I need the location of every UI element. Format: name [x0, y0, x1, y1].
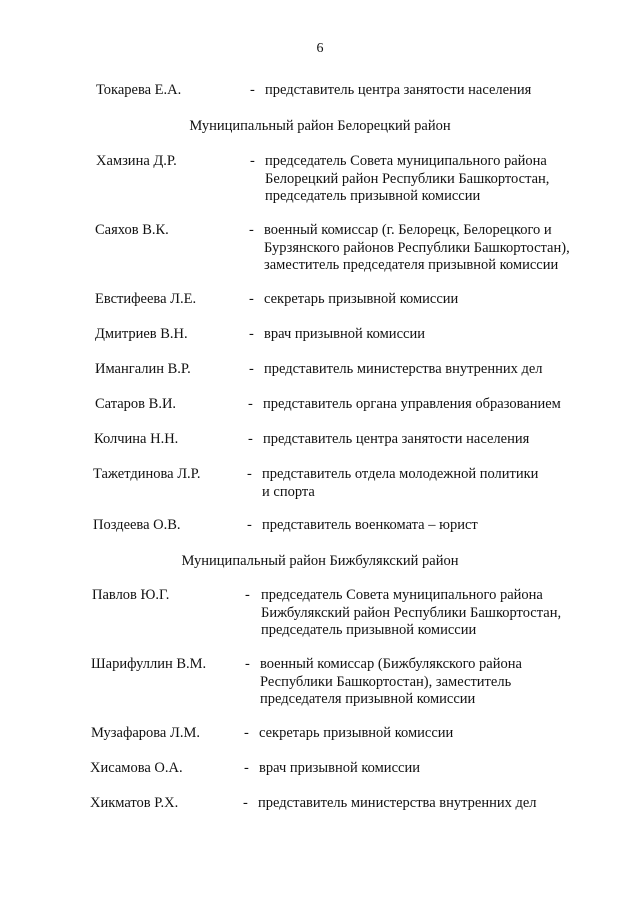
member-role-line: представитель центра занятости населения — [265, 82, 532, 98]
member-role — [264, 326, 425, 344]
member-name: Шарифуллин В.М. — [91, 656, 207, 672]
member-name: Поздеева О.В. — [93, 517, 181, 533]
member-role-line: представитель отдела молодежной политики — [262, 466, 539, 482]
member-role-line: Белорецкий район Республики Башкортостан, — [265, 170, 550, 187]
member-dash: - — [250, 82, 255, 98]
member-name: Токарева Е.А. — [96, 82, 182, 98]
member-name: Павлов Ю.Г. — [92, 587, 170, 603]
member-role-line: представитель министерства внутренних дел — [264, 361, 543, 377]
member-dash: - — [247, 517, 252, 533]
member-dash: - — [248, 396, 253, 412]
member-role-line: заместитель председателя призывной комиссии — [264, 257, 559, 273]
member-dash: - — [244, 760, 249, 776]
member-role-line: военный комиссар (Бижбулякского района — [260, 656, 522, 672]
member-role — [262, 517, 478, 535]
member-dash: - — [249, 291, 254, 307]
member-role — [262, 466, 538, 501]
member-name: Колчина Н.Н. — [94, 431, 179, 447]
member-name: Дмитриев В.Н. — [95, 326, 188, 342]
member-name: Саяхов В.К. — [95, 222, 169, 238]
member-role — [264, 222, 570, 275]
member-role — [264, 361, 543, 379]
member-name: Музафарова Л.М. — [91, 725, 200, 741]
member-role-line: председатель призывной комиссии — [261, 622, 477, 638]
member-role-line: представитель министерства внутренних дел — [258, 795, 537, 811]
member-role — [265, 82, 531, 100]
member-role-line: представитель военкомата – юрист — [262, 517, 478, 533]
member-name: Евстифеева Л.Е. — [95, 291, 197, 307]
section-title: Муниципальный район Бижбулякский район — [181, 553, 459, 569]
member-name: Хисамова О.А. — [90, 760, 183, 776]
member-dash: - — [249, 326, 254, 342]
member-name: Хамзина Д.Р. — [96, 153, 177, 169]
member-role-line: представитель органа управления образованием — [263, 396, 561, 412]
member-role — [263, 396, 561, 414]
member-role — [265, 153, 549, 206]
member-role — [263, 431, 529, 449]
member-dash: - — [245, 656, 250, 672]
member-dash: - — [243, 795, 248, 811]
member-role-line: председатель Совета муниципального района — [261, 587, 543, 603]
member-dash: - — [244, 725, 249, 741]
member-role — [261, 587, 561, 640]
member-role — [259, 725, 453, 743]
member-role-line: председатель Совета муниципального района — [265, 153, 547, 169]
member-dash: - — [247, 466, 252, 482]
member-role-line: Республики Башкортостан), заместитель — [260, 673, 512, 690]
section-title: Муниципальный район Белорецкий район — [189, 118, 451, 134]
member-role-line: врач призывной комиссии — [259, 760, 420, 776]
member-role-line: председателя призывной комиссии — [260, 691, 476, 707]
member-name: Тажетдинова Л.Р. — [93, 466, 201, 482]
member-dash: - — [245, 587, 250, 603]
member-role-line: Бижбулякский район Республики Башкортостан, — [261, 604, 562, 621]
member-dash: - — [248, 431, 253, 447]
member-role-line: представитель центра занятости населения — [263, 431, 530, 447]
member-role — [258, 795, 537, 813]
member-name: Хикматов Р.Х. — [90, 795, 179, 811]
member-role-line: и спорта — [262, 483, 315, 500]
member-role-line: военный комиссар (г. Белорецк, Белорецкого и — [264, 222, 552, 238]
member-dash: - — [249, 222, 254, 238]
member-role-line: секретарь призывной комиссии — [264, 291, 459, 307]
member-name: Сатаров В.И. — [95, 396, 177, 412]
member-role — [264, 291, 458, 309]
member-role-line: врач призывной комиссии — [264, 326, 425, 342]
member-dash: - — [250, 153, 255, 169]
member-role-line: Бурзянского районов Республики Башкортостан), — [264, 239, 570, 256]
member-dash: - — [249, 361, 254, 377]
member-role-line: председатель призывной комиссии — [265, 188, 481, 204]
member-name: Имангалин В.Р. — [95, 361, 191, 377]
member-role — [260, 656, 522, 709]
page-number: 6 — [316, 41, 324, 56]
member-role — [259, 760, 420, 778]
member-role-line: секретарь призывной комиссии — [259, 725, 454, 741]
